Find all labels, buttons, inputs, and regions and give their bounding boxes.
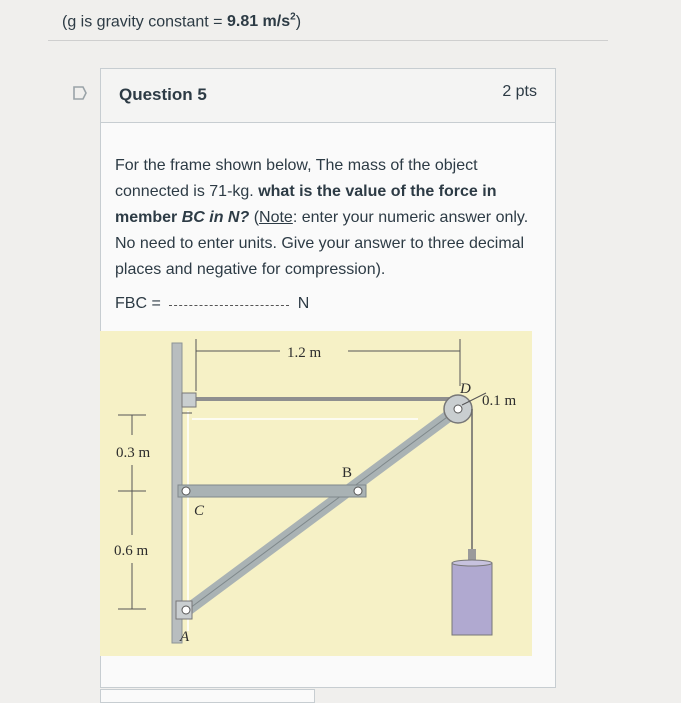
hanging-weight: [452, 563, 492, 635]
pulley-D-pin: [454, 405, 462, 413]
flag-question-icon[interactable]: [71, 84, 89, 102]
dim-lower-label: 0.6 m: [114, 543, 149, 559]
dim-horizontal-label: 1.2 m: [287, 345, 322, 361]
frame-diagram: [100, 331, 532, 656]
answer-unit: N: [297, 295, 310, 312]
question-text-note: Note: [259, 209, 293, 226]
question-header: [101, 69, 555, 123]
question-points: 2 pts: [502, 83, 537, 100]
member-AD-edge: [186, 409, 458, 611]
question-text: [115, 153, 535, 283]
gravity-note-suffix: ): [295, 13, 302, 31]
answer-label: FBC =: [115, 295, 161, 312]
gravity-note: [62, 12, 301, 31]
pin-A: [182, 606, 190, 614]
answer-line: [115, 295, 309, 313]
question-title: Question 5: [119, 85, 207, 104]
member-BC: [178, 485, 366, 497]
gravity-note-prefix: (g is gravity constant =: [62, 13, 227, 31]
question-text-part1: For the frame shown below, The mass of the object connected is 71-kg.: [115, 157, 478, 200]
label-B: B: [342, 465, 353, 481]
gravity-note-exponent: 2: [290, 12, 296, 23]
question-text-part2: (: [249, 209, 260, 226]
dim-radius-label: 0.1 m: [482, 393, 517, 409]
question-text-bold-italic: BC in N?: [181, 209, 250, 226]
divider: [48, 40, 608, 41]
weight-top: [452, 560, 492, 566]
label-C: C: [194, 503, 205, 519]
dim-upper-label: 0.3 m: [116, 445, 151, 461]
label-A: A: [180, 629, 190, 645]
label-D: D: [460, 381, 471, 397]
cable-bracket: [182, 393, 196, 407]
question-text-part3: : enter your numeric answer only. No need to enter units. Give your answer to three decimal places and negative for compression).: [115, 209, 529, 278]
answer-blank[interactable]: [169, 305, 289, 306]
pin-B: [354, 487, 362, 495]
question-text-bold1: what is the value of the force in member: [115, 183, 497, 226]
gravity-note-value: 9.81 m/s: [226, 13, 291, 31]
pin-C: [182, 487, 190, 495]
frame-figure: [100, 331, 532, 656]
next-question-card: [100, 689, 315, 703]
